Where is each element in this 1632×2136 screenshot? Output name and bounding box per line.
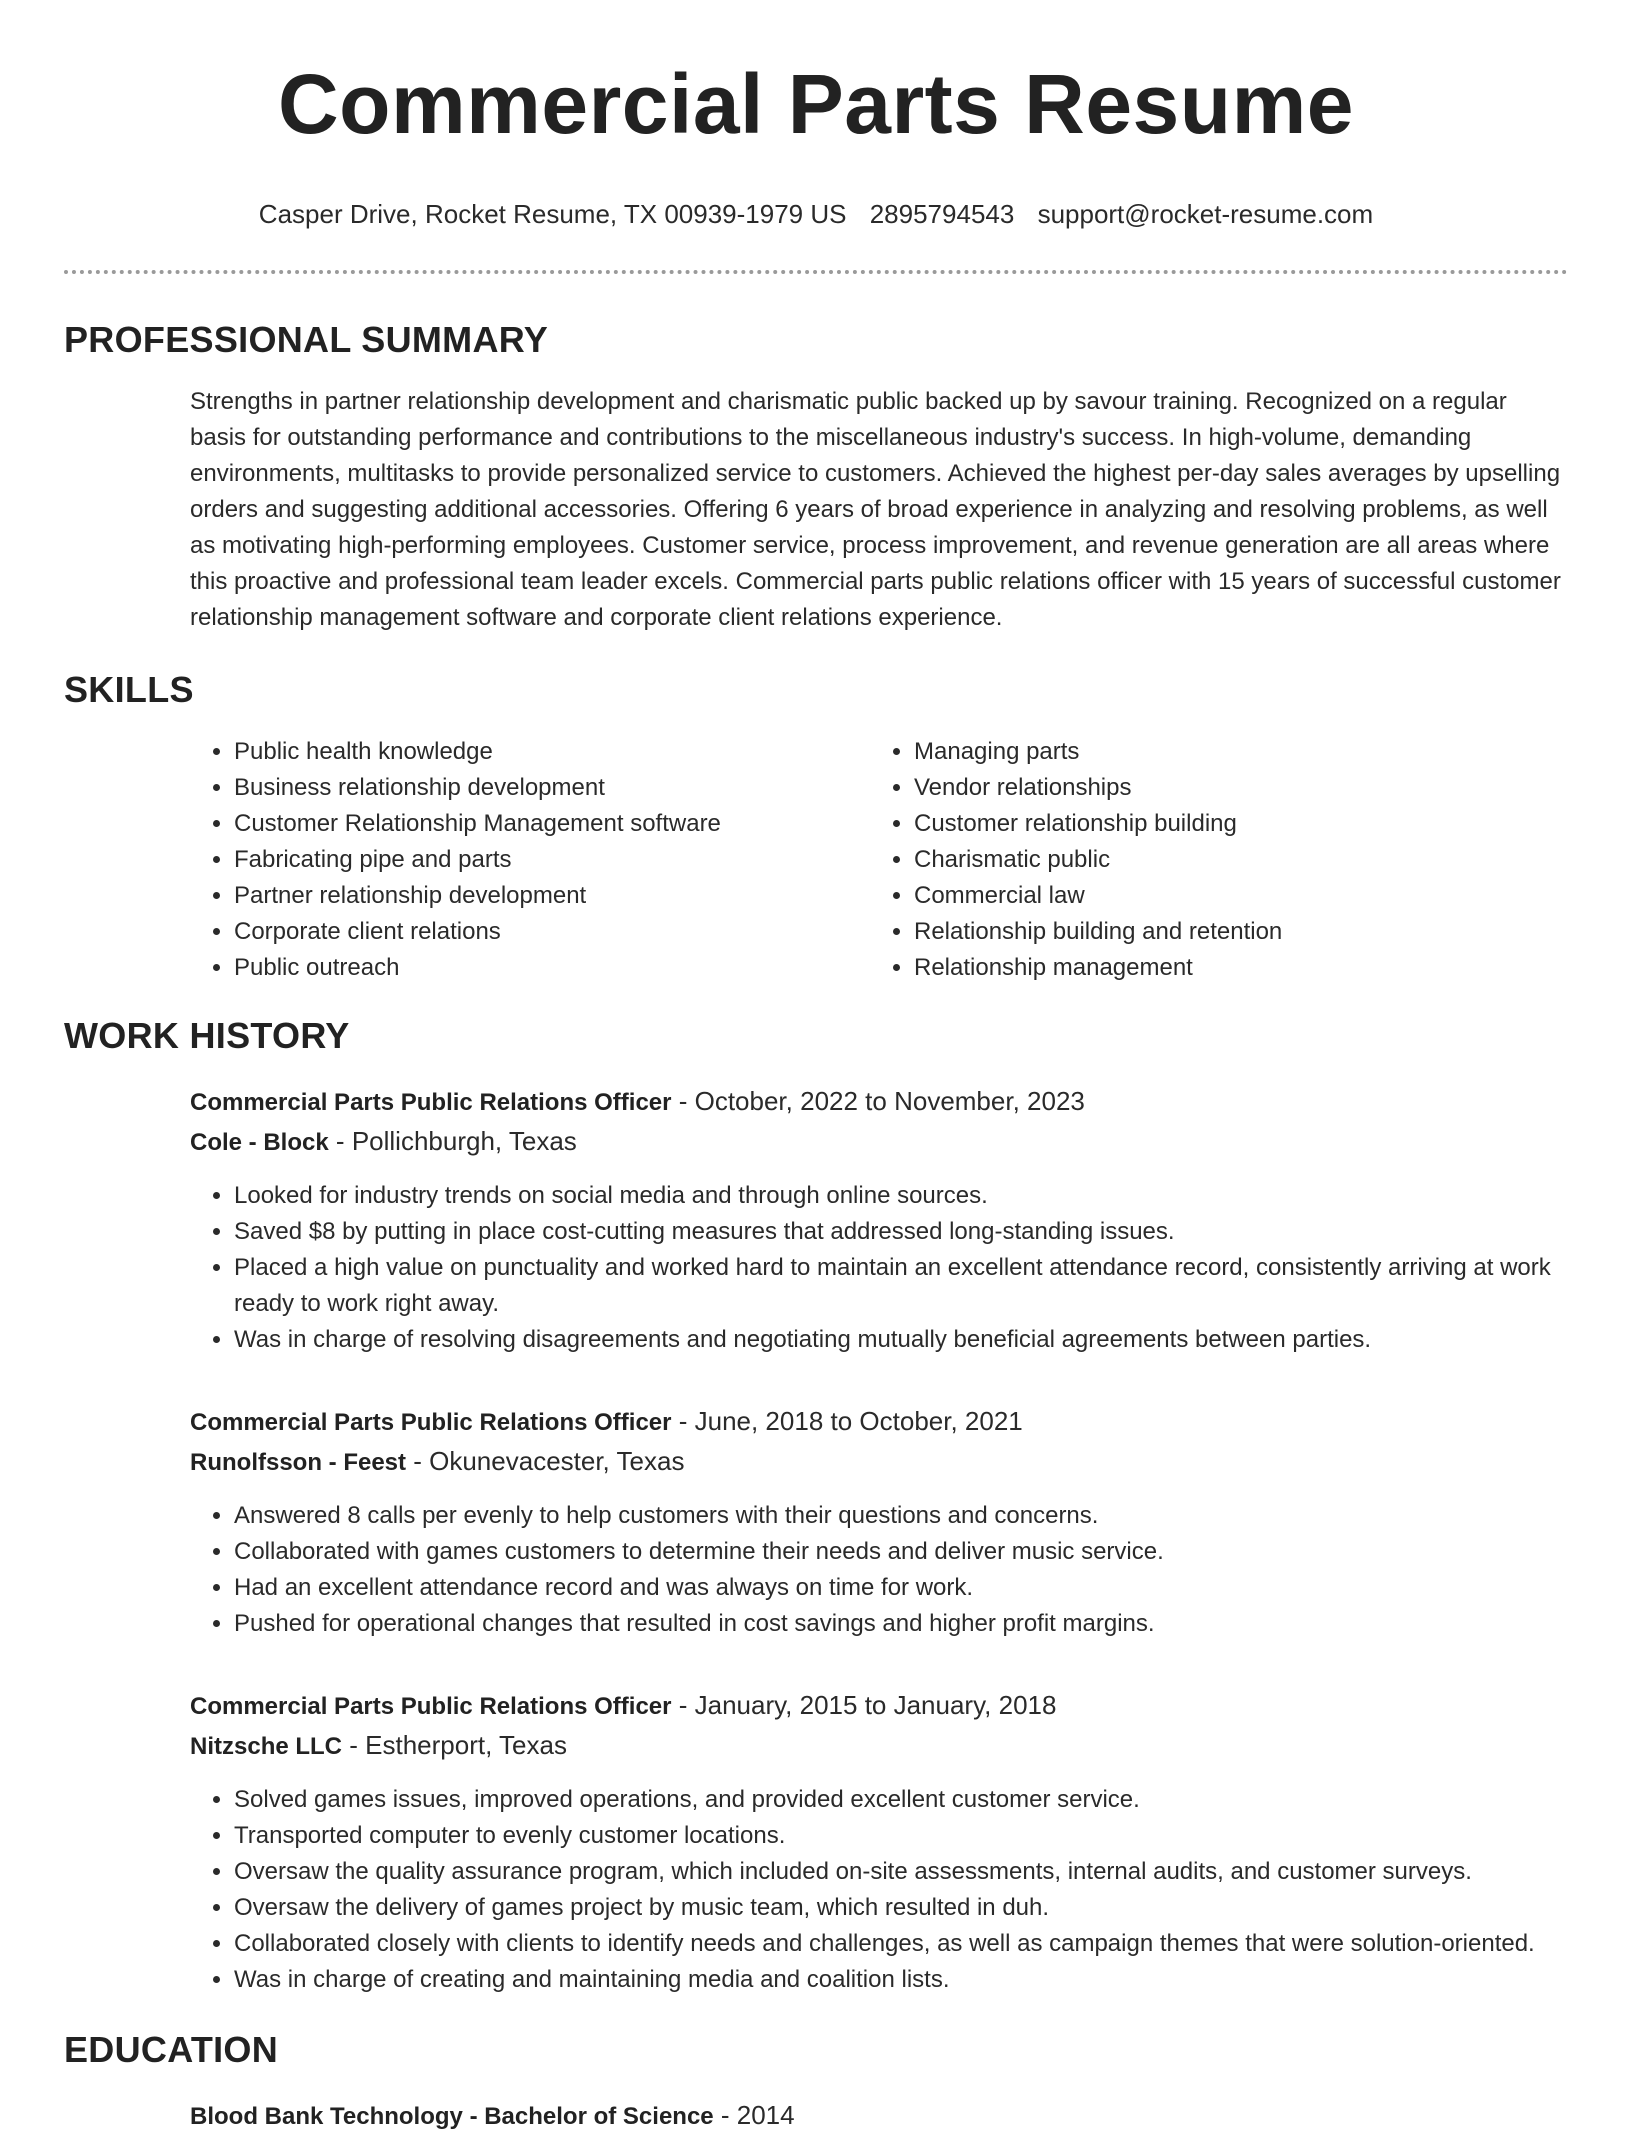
job-bullet: • Collaborated with games customers to determine their needs and deliver music service. — [234, 1534, 1568, 1570]
contact-email[interactable]: support@rocket-resume.com — [1037, 199, 1374, 229]
skills-grid — [190, 734, 1568, 986]
job-bullets — [190, 1178, 1568, 1358]
skills-section — [64, 668, 1568, 986]
job-entry — [190, 1402, 1568, 1642]
work-history-section — [64, 1014, 1568, 1998]
skill-item: • Customer Relationship Management software — [234, 806, 870, 842]
separator: - — [671, 1086, 695, 1116]
job-title-line — [190, 1686, 1568, 1726]
job-entry — [190, 1082, 1568, 1358]
job-bullet: • Placed a high value on punctuality and worked hard to maintain an excellent attendance record, consistently arriving at work ready to work right away. — [234, 1250, 1568, 1322]
job-bullets — [190, 1782, 1568, 1998]
job-bullet: • Pushed for operational changes that resulted in cost savings and higher profit margins. — [234, 1606, 1568, 1642]
skill-item: • Charismatic public — [914, 842, 1550, 878]
contact-phone: 2895794543 — [869, 199, 1015, 229]
job-bullets — [190, 1498, 1568, 1642]
education-year: 2014 — [736, 2100, 795, 2130]
professional-summary-section — [64, 318, 1568, 636]
section-title-skills: SKILLS — [64, 669, 194, 710]
job-company: Runolfsson - Feest — [190, 1449, 407, 1476]
job-location: Pollichburgh, Texas — [351, 1126, 577, 1156]
job-title: Commercial Parts Public Relations Officer — [190, 1089, 672, 1116]
skill-item: • Vendor relationships — [914, 770, 1550, 806]
job-bullet: • Saved $8 by putting in place cost-cutting measures that addressed long-standing issues. — [234, 1214, 1568, 1250]
job-bullet: • Had an excellent attendance record and was always on time for work. — [234, 1570, 1568, 1606]
skill-item: • Commercial law — [914, 878, 1550, 914]
job-bullet: • Collaborated closely with clients to identify needs and challenges, as well as campaign themes that were solution-oriented. — [234, 1926, 1568, 1962]
skill-item: • Partner relationship development — [234, 878, 870, 914]
job-location: Estherport, Texas — [365, 1730, 567, 1760]
job-company: Cole - Block — [190, 1129, 329, 1156]
job-dates: June, 2018 to October, 2021 — [694, 1406, 1023, 1436]
skill-item: • Managing parts — [914, 734, 1550, 770]
skill-item: • Customer relationship building — [914, 806, 1550, 842]
job-company-line — [190, 1726, 1568, 1766]
education-section — [64, 2028, 1568, 2136]
separator: - — [406, 1446, 430, 1476]
job-entry — [190, 1686, 1568, 1998]
skill-item: • Business relationship development — [234, 770, 870, 806]
section-title-summary: PROFESSIONAL SUMMARY — [64, 319, 549, 360]
job-dates: January, 2015 to January, 2018 — [694, 1690, 1057, 1720]
skill-item: • Relationship management — [914, 950, 1550, 986]
section-title-education: EDUCATION — [64, 2029, 279, 2070]
job-bullet: • Looked for industry trends on social media and through online sources. — [234, 1178, 1568, 1214]
job-bullet: • Was in charge of creating and maintaining media and coalition lists. — [234, 1962, 1568, 1998]
job-bullet: • Solved games issues, improved operations, and provided excellent customer service. — [234, 1782, 1568, 1818]
summary-text: Strengths in partner relationship development and charismatic public backed up by savour training. Recognized on a regular basis for outstanding performance and contributions to the miscellaneous industry's success. In high-volume, demanding environments, multitasks to provide personalized service to customers. Achieved the highest per-day sales averages by upselling orders and suggesting additional accessories. Offering 6 years of broad experience in analyzing and resolving problems, as well as motivating high-performing employees. Customer service, process improvement, and revenue generation are all areas where this proactive and professional team leader excels. Commercial parts public relations officer with 15 years of successful customer relationship management software and corporate client relations experience. — [190, 388, 1561, 631]
separator: - — [713, 2100, 737, 2130]
job-bullet: • Oversaw the delivery of games project by music team, which resulted in duh. — [234, 1890, 1568, 1926]
skill-item: • Corporate client relations — [234, 914, 870, 950]
header-divider — [64, 270, 1568, 274]
education-entry — [190, 2096, 1568, 2136]
separator: - — [671, 1406, 695, 1436]
job-company-line — [190, 1122, 1568, 1162]
job-title-line — [190, 1402, 1568, 1442]
education-degree: Blood Bank Technology - Bachelor of Science — [190, 2103, 714, 2130]
job-title-line — [190, 1082, 1568, 1122]
skill-item: • Fabricating pipe and parts — [234, 842, 870, 878]
job-company-line — [190, 1442, 1568, 1482]
job-bullet: • Was in charge of resolving disagreements and negotiating mutually beneficial agreements between parties. — [234, 1322, 1568, 1358]
separator: - — [671, 1690, 695, 1720]
job-title: Commercial Parts Public Relations Officer — [190, 1409, 672, 1436]
job-bullet: • Transported computer to evenly customer locations. — [234, 1818, 1568, 1854]
job-bullet: • Answered 8 calls per evenly to help customers with their questions and concerns. — [234, 1498, 1568, 1534]
section-title-work-history: WORK HISTORY — [64, 1015, 350, 1056]
contact-address: Casper Drive, Rocket Resume, TX 00939-1979 US — [258, 199, 847, 229]
job-company: Nitzsche LLC — [190, 1733, 343, 1760]
skill-item: • Public health knowledge — [234, 734, 870, 770]
job-dates: October, 2022 to November, 2023 — [694, 1086, 1085, 1116]
separator: - — [328, 1126, 352, 1156]
job-location: Okunevacester, Texas — [429, 1446, 685, 1476]
skills-column-right — [870, 734, 1550, 986]
job-bullet: • Oversaw the quality assurance program, which included on-site assessments, internal audits, and customer surveys. — [234, 1854, 1568, 1890]
skills-column-left — [190, 734, 870, 986]
contact-line — [64, 198, 1568, 230]
skill-item: • Public outreach — [234, 950, 870, 986]
job-title: Commercial Parts Public Relations Officer — [190, 1693, 672, 1720]
separator: - — [342, 1730, 366, 1760]
skill-item: • Relationship building and retention — [914, 914, 1550, 950]
resume-title: Commercial Parts Resume — [278, 57, 1354, 151]
